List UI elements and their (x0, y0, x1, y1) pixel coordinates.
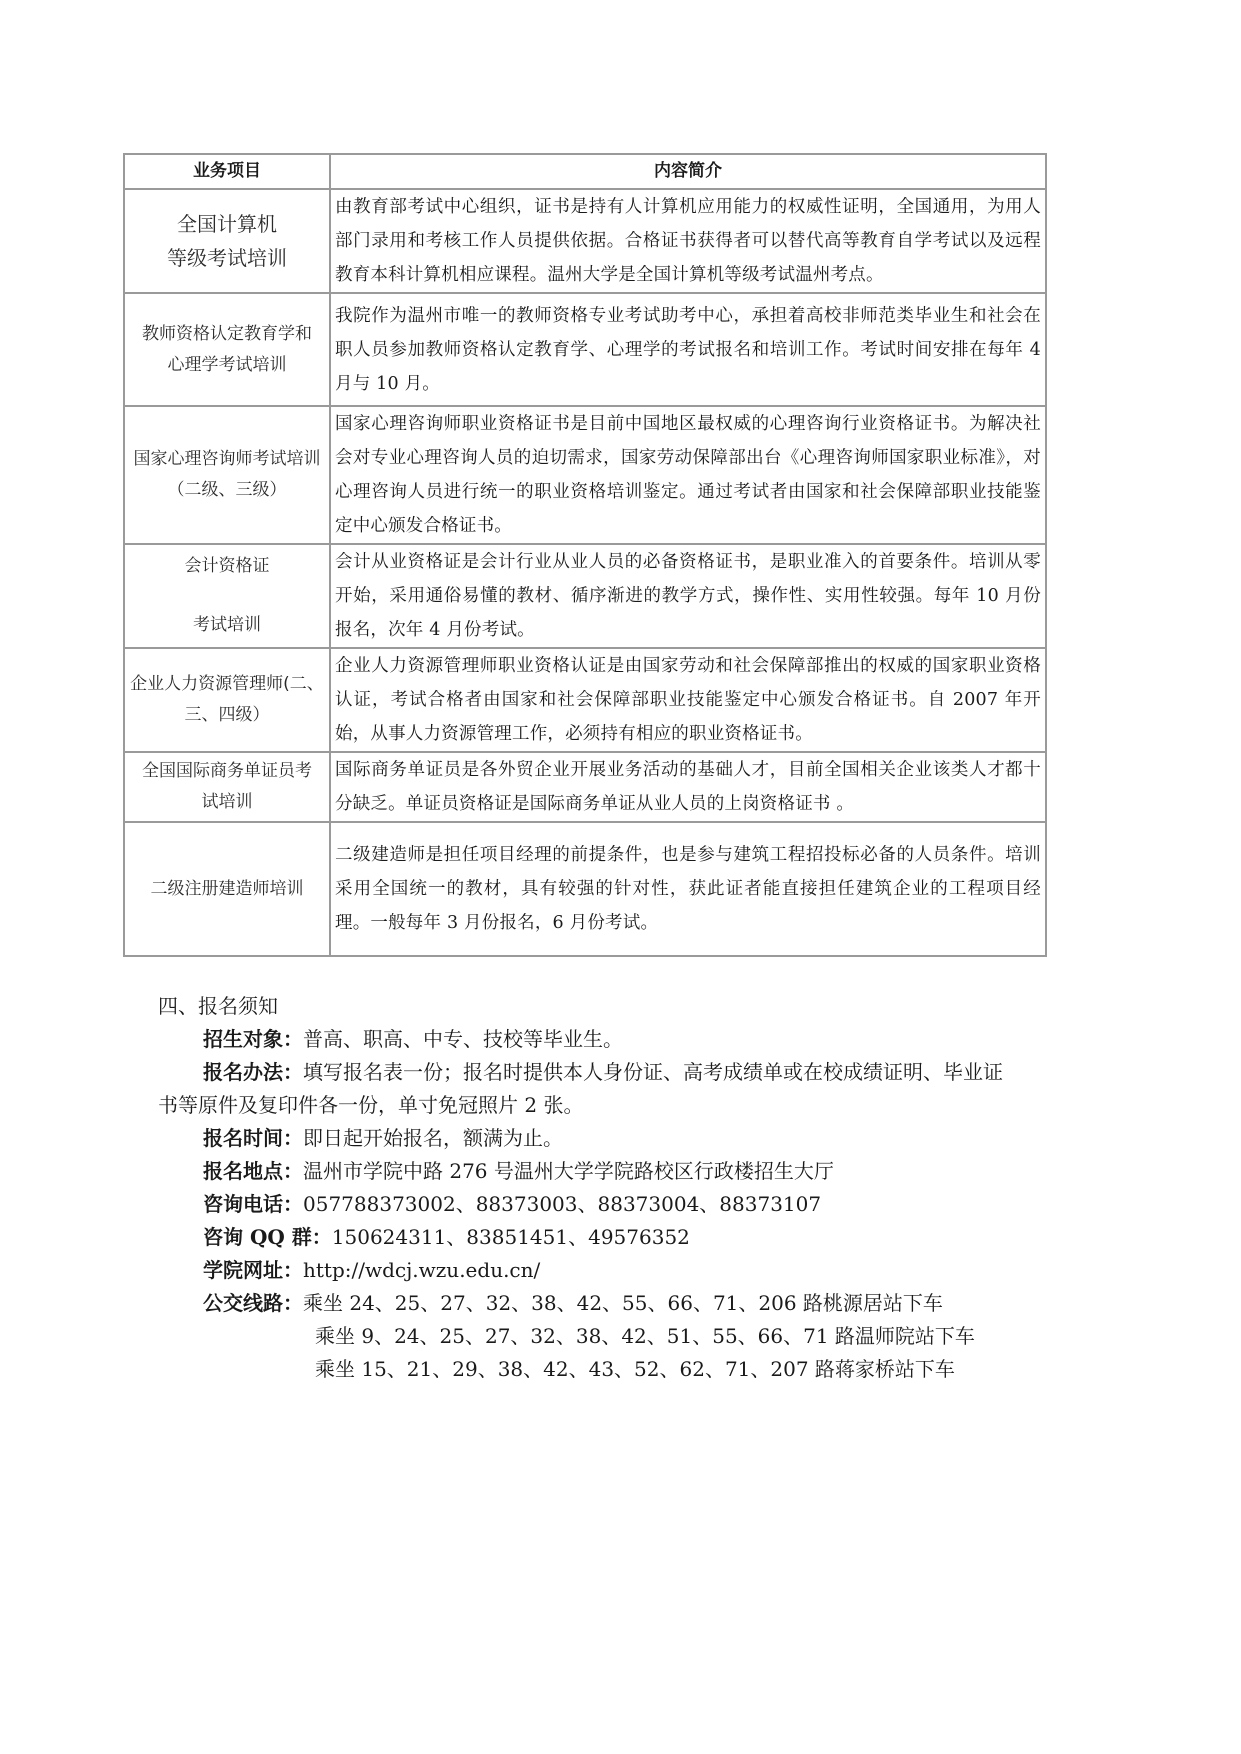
row-name-line: 国家心理咨询师考试培训 (133, 449, 321, 469)
notice-item (158, 1188, 1098, 1221)
row-name (124, 648, 330, 752)
table-row (124, 406, 1046, 544)
row-name (124, 189, 330, 293)
table-row (124, 648, 1046, 752)
notice-continuation: 书等原件及复印件各一份，单寸免冠照片 2 张。 (158, 1093, 584, 1117)
header-summary: 内容简介 (330, 154, 1046, 189)
notice-item (158, 1287, 1098, 1320)
table-row (124, 752, 1046, 822)
header-project: 业务项目 (124, 154, 330, 189)
notice-item (158, 1056, 1098, 1089)
table-row (124, 189, 1046, 293)
notice-item (158, 1254, 1098, 1287)
row-name-line: 考试培训 (193, 615, 261, 635)
notice-label: 招生对象： (203, 1027, 303, 1051)
table-row (124, 822, 1046, 956)
notice-label: 报名办法： (203, 1060, 303, 1084)
row-name-line: （二级、三级） (167, 480, 287, 500)
row-desc: 由教育部考试中心组织，证书是持有人计算机应用能力的权威性证明，全国通用，为用人部门录用和考核工作人员提供依据。合格证书获得者可以替代高等教育自学考试以及远程教育本科计算机相应课程。温州大学是全国计算机等级考试温州考点。 (330, 189, 1046, 293)
bus-route-line: 乘坐 15、21、29、38、42、43、52、62、71、207 路蒋家桥站下车 (315, 1357, 955, 1381)
table-row (124, 544, 1046, 648)
row-name-line: 等级考试培训 (167, 246, 287, 270)
notice-label: 公交线路： (203, 1291, 303, 1315)
row-name-line: 会计资格证 (184, 556, 270, 576)
notice-item (158, 1023, 1098, 1056)
row-name (124, 406, 330, 544)
row-name (124, 544, 330, 648)
website-link[interactable]: http://wdcj.wzu.edu.cn/ (303, 1258, 541, 1282)
notice-item (158, 1155, 1098, 1188)
notice-label: 报名地点： (203, 1159, 303, 1183)
row-name-line: 心理学考试培训 (167, 354, 287, 375)
notice-label: 咨询 QQ 群： (203, 1225, 332, 1249)
notice-label: 学院网址： (203, 1258, 303, 1282)
notice-item (158, 1221, 1098, 1254)
row-desc: 企业人力资源管理师职业资格认证是由国家劳动和社会保障部推出的权威的国家职业资格认证，考试合格者由国家和社会保障部职业技能鉴定中心颁发合格证书。自 2007 年开始，从事人力资源管理工作，必须持有相应的职业资格证书。 (330, 648, 1046, 752)
row-name-line: 三、四级） (184, 705, 270, 725)
services-table (123, 153, 1047, 957)
notice-value: 即日起开始报名，额满为止。 (303, 1126, 563, 1150)
row-name (124, 822, 330, 956)
row-name-line: 教师资格认定教育学和 (142, 323, 312, 344)
row-name-line: 全国计算机 (177, 212, 277, 236)
notice-value: 乘坐 24、25、27、32、38、42、55、66、71、206 路桃源居站下车 (303, 1291, 943, 1315)
row-name-line: 试培训 (201, 792, 253, 812)
row-name (124, 293, 330, 406)
row-name (124, 752, 330, 822)
row-name-line: 企业人力资源管理师(二、 (130, 674, 324, 694)
row-desc: 二级建造师是担任项目经理的前提条件，也是参与建筑工程招投标必备的人员条件。培训采用全国统一的教材，具有较强的针对性，获此证者能直接担任建筑企业的工程项目经理。一般每年 3 月份报名，6 月份考试。 (330, 822, 1046, 956)
row-name-line: 二级注册建造师培训 (150, 878, 304, 899)
table-row (124, 293, 1046, 406)
row-name-gap (129, 582, 325, 610)
table-header-row (124, 154, 1046, 189)
notice-label: 报名时间： (203, 1126, 303, 1150)
bus-route-line: 乘坐 9、24、25、27、32、38、42、51、55、66、71 路温师院站下车 (315, 1324, 975, 1348)
notice-value: 温州市学院中路 276 号温州大学学院路校区行政楼招生大厅 (303, 1159, 834, 1183)
row-desc: 国际商务单证员是各外贸企业开展业务活动的基础人才，目前全国相关企业该类人才都十分缺乏。单证员资格证是国际商务单证从业人员的上岗资格证书 。 (330, 752, 1046, 822)
row-desc: 国家心理咨询师职业资格证书是目前中国地区最权威的心理咨询行业资格证书。为解决社会对专业心理咨询人员的迫切需求，国家劳动保障部出台《心理咨询师国家职业标准》，对心理咨询人员进行统一的职业资格培训鉴定。通过考试者由国家和社会保障部职业技能鉴定中心颁发合格证书。 (330, 406, 1046, 544)
notice-value: 057788373002、88373003、88373004、88373107 (303, 1192, 822, 1216)
registration-notice (158, 990, 1098, 1386)
notice-label: 咨询电话： (203, 1192, 303, 1216)
notice-heading: 四、报名须知 (158, 994, 278, 1018)
notice-value: 填写报名表一份；报名时提供本人身份证、高考成绩单或在校成绩证明、毕业证 (303, 1060, 1003, 1084)
row-desc: 会计从业资格证是会计行业从业人员的必备资格证书，是职业准入的首要条件。培训从零开始，采用通俗易懂的教材、循序渐进的教学方式，操作性、实用性较强。每年 10 月份报名，次年 4 月份考试。 (330, 544, 1046, 648)
notice-item (158, 1122, 1098, 1155)
notice-value: 150624311、83851451、49576352 (331, 1225, 690, 1249)
row-name-line: 全国国际商务单证员考 (142, 761, 312, 781)
row-desc: 我院作为温州市唯一的教师资格专业考试助考中心，承担着高校非师范类毕业生和社会在职人员参加教师资格认定教育学、心理学的考试报名和培训工作。考试时间安排在每年 4 月与 10 月。 (330, 293, 1046, 406)
notice-value: 普高、职高、中专、技校等毕业生。 (303, 1027, 623, 1051)
